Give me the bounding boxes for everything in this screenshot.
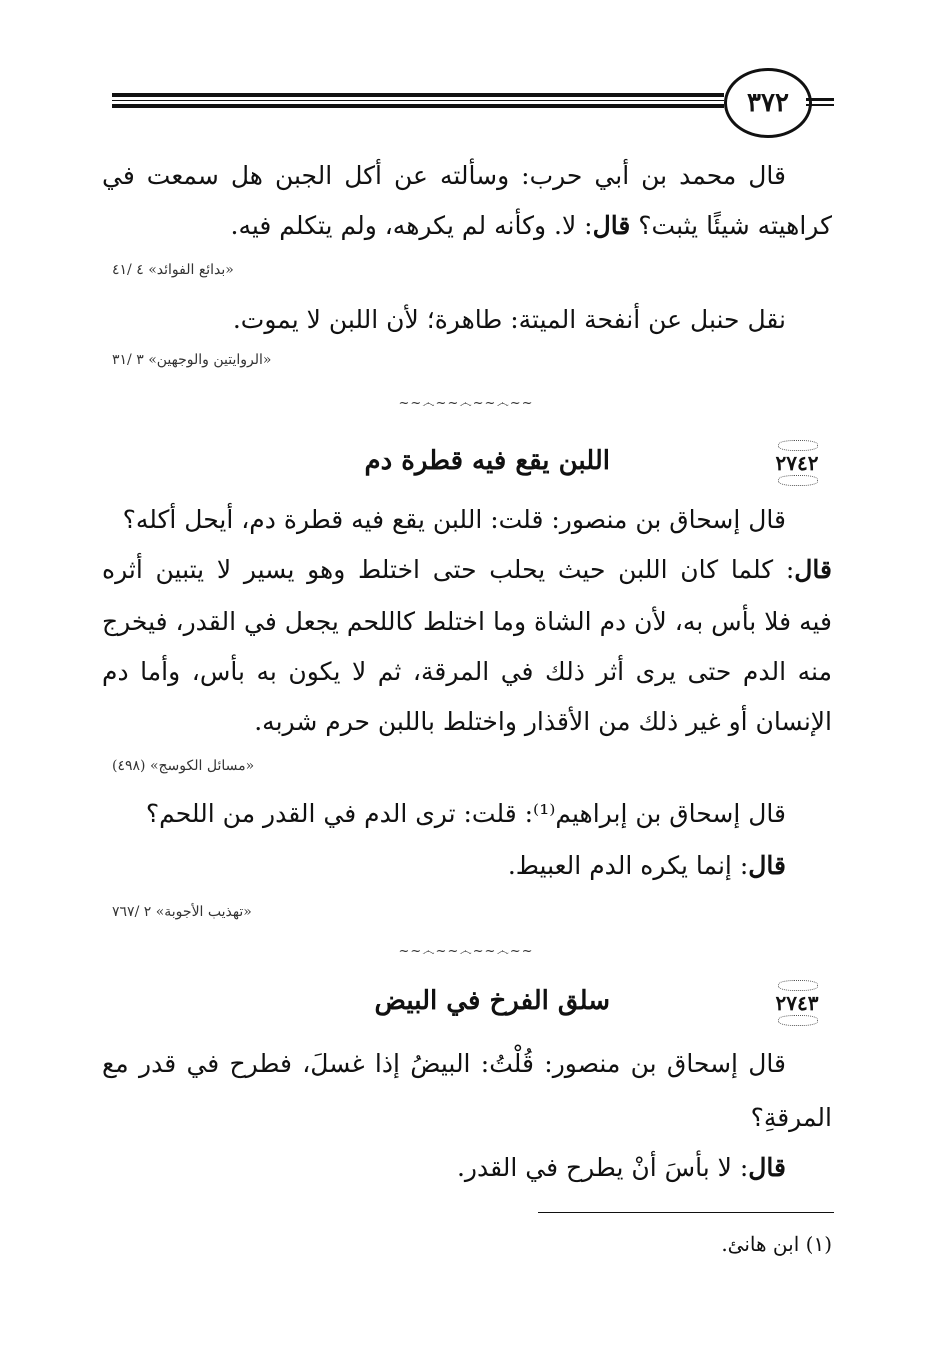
section-number-2743: ٢٧٤٣ <box>764 980 830 1026</box>
section1-line-5: الإنسان أو غير ذلك من الأقذار واختلط باللبن حرم شربه. <box>254 707 832 736</box>
section1-line-6: قال إسحاق بن إبراهيم⁽¹⁾: قلت: ترى الدم في القدر من اللحم؟ <box>145 799 786 828</box>
header-rule-mid <box>112 100 724 101</box>
section-title-2742: اللبن يقع فيه قطرة دم <box>364 446 610 476</box>
section1-line-1: قال إسحاق بن منصور: قلت: اللبن يقع فيه قطرة دم، أيحل أكله؟ <box>122 505 786 534</box>
section-ornament-2: ~~෴~~෴~~෴~~ <box>398 944 534 959</box>
section2-line-3: قال: لا بأسَ أنْ يطرح في القدر. <box>456 1153 786 1182</box>
section-title-2743: سلق الفرخ في البيض <box>374 986 610 1016</box>
section-number-2742: ٢٧٤٢ <box>764 440 830 486</box>
reference-3: «مسائل الكوسج» (٤٩٨) <box>112 758 255 774</box>
section1-line-7: قال: إنما يكره الدم العبيط. <box>507 851 786 880</box>
reference-2: «الروايتين والوجهين» ٣ /٣١ <box>112 352 272 368</box>
section1-line-3: فيه فلا بأس به، لأن دم الشاة وما اختلط كاللحم يجعل في القدر، فيخرج <box>102 607 832 636</box>
intro-line-2: كراهيته شيئًا يثبت؟ قال: لا. وكأنه لم يكرهه، ولم يتكلم فيه. <box>230 211 832 240</box>
reference-1: «بدائع الفوائد» ٤ /٤١ <box>112 262 234 278</box>
badge-tail <box>806 98 834 101</box>
intro-line-1: قال محمد بن أبي حرب: وسألته عن أكل الجبن هل سمعت في <box>102 161 786 190</box>
section-ornament-1: ~~෴~~෴~~෴~~ <box>398 396 534 411</box>
badge-tail-2 <box>806 104 834 106</box>
header-rule-bottom <box>112 104 724 108</box>
section2-line-2: المرقةِ؟ <box>750 1103 832 1132</box>
page-number: ٣٧٢ <box>724 68 812 138</box>
reference-4: «تهذيب الأجوبة» ٢ /٧٦٧ <box>112 904 252 920</box>
footnote-rule <box>538 1212 834 1213</box>
intro-line-3: نقل حنبل عن أنفحة الميتة: طاهرة؛ لأن اللبن لا يموت. <box>232 305 786 334</box>
section1-line-4: منه الدم حتى يرى أثر ذلك في المرقة، ثم لا يكون به بأس، وأما دم <box>102 657 832 686</box>
section2-line-1: قال إسحاق بن منصور: قُلْتُ: البيضُ إذا غسلَ، فطرح في قدر مع <box>102 1049 786 1078</box>
section1-line-2: قال: كلما كان اللبن حيث يحلب حتى اختلط وهو يسير لا يتبين أثره <box>102 555 832 584</box>
footnote: (١) ابن هانئ. <box>721 1232 832 1256</box>
header-rule-top <box>112 93 724 97</box>
